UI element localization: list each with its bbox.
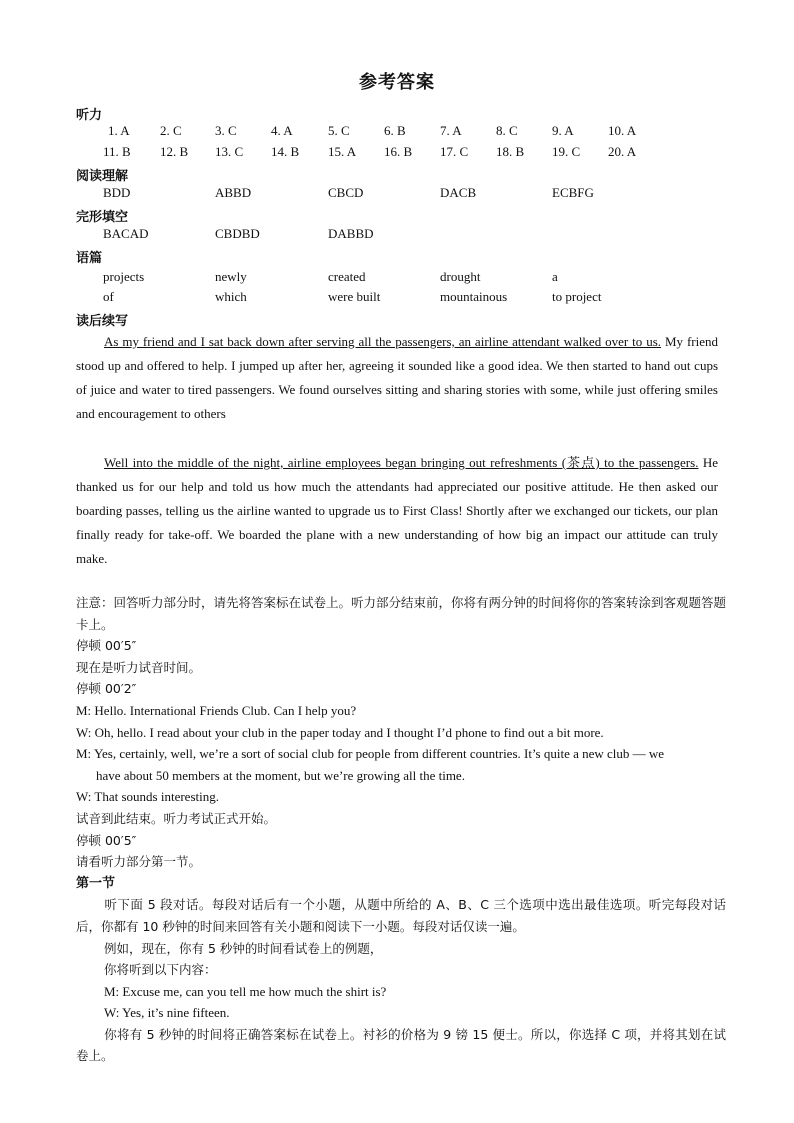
section-heading: 第一节 [76,875,116,891]
answer-item: CBDBD [215,226,260,241]
grammar-heading: 语篇 [76,251,103,266]
answer-item: 11. B [103,144,131,159]
writing-paragraph-1 [76,330,718,426]
answer-item: 18. B [496,144,525,159]
answer-item: 2. C [160,123,182,138]
answer-item: ECBFG [552,185,594,200]
answer-item: BACAD [103,226,149,241]
listening-heading: 听力 [76,108,103,123]
answer-item: 19. C [552,144,581,159]
example-text: 例如，现在，你有 5 秒钟的时间看试卷上的例题， [104,940,383,956]
answer-item: BDD [103,185,131,200]
answer-explanation-body: 你将有 5 秒钟的时间将正确答案标在试卷上。衬衫的价格为 9 镑 15 便士。所以，你选择 C 项，并将其划在试卷上。 [76,1026,726,1064]
pause-text: 停顿 00′5″ [76,638,137,654]
end-test-text: 试音到此结束。听力考试正式开始。 [76,810,277,826]
dialogue-line: M: Excuse me, can you tell me how much the shirt is? [104,983,387,999]
will-hear-text: 你将听到以下内容： [104,962,217,978]
dialogue-line: have about 50 members at the moment, but we’re growing all the time. [96,767,465,783]
answer-item: 12. B [160,144,189,159]
answer-item: ABBD [215,185,252,200]
answer-item: DACB [440,185,477,200]
dialogue-line: W: Yes, it’s nine fifteen. [104,1005,230,1021]
answer-item: 5. C [328,123,350,138]
dialogue-line: W: That sounds interesting. [76,789,219,805]
answer-item: 16. B [384,144,413,159]
answer-item: newly [215,269,247,284]
answer-item: 7. A [440,123,462,138]
answer-item: 17. C [440,144,469,159]
page-title: 参考答案 [359,72,435,93]
answer-item: 9. A [552,123,574,138]
answer-item: 1. A [108,123,130,138]
paragraph-body: My friend stood up and offered to help. I jumped up after her, agreeing it sounded like a good idea. We then started to hand out cups of juice and water to tired passengers. We found ourselves sitting and sharing stories with some, while just offering smiles and encouragement to others [76,334,718,421]
answer-item: projects [103,269,145,284]
paragraph-opening-sentence: As my friend and I sat back down after serving all the passengers, an airline attendant walked over to us. [104,334,662,349]
test-time-text: 现在是听力试音时间。 [76,659,202,675]
answer-explanation [76,1024,726,1067]
answer-item: 10. A [608,123,637,138]
note-text: 注意：回答听力部分时，请先将答案标在试卷上。听力部分结束前，你将有两分钟的时间将你的答案转涂到客观题答题卡上。 [76,595,727,632]
dialogue-line: M: Yes, certainly, well, we’re a sort of social club for people from different countries. It’s quite a new club — we [76,746,665,762]
answer-item: to project [552,289,602,304]
answer-item: 13. C [215,144,244,159]
answer-item: 8. C [496,123,518,138]
instruction-text [76,894,726,937]
answer-item: of [103,289,114,304]
answer-item: which [215,289,247,304]
answer-item: 20. A [608,144,637,159]
answer-item: created [328,269,366,284]
answer-item: 3. C [215,123,237,138]
dialogue-line: W: Oh, hello. I read about your club in the paper today and I thought I’d phone to find out a bit more. [76,724,604,740]
paragraph-opening-sentence: Well into the middle of the night, airline employees began bringing out refreshments (茶点) to the passengers. [104,455,699,470]
answer-item: were built [328,289,381,304]
pause-text: 停顿 00′5″ [76,832,137,848]
answer-item: mountainous [440,289,508,304]
answer-item: 4. A [271,123,293,138]
answer-item: 6. B [384,123,406,138]
answer-item: 14. B [271,144,300,159]
pause-text: 停顿 00′2″ [76,681,137,697]
answer-item: drought [440,269,481,284]
answer-item: 15. A [328,144,357,159]
answer-item: DABBD [328,226,374,241]
instruction-body: 听下面 5 段对话。每段对话后有一个小题，从题中所给的 A、B、C 三个选项中选出最佳选项。听完每段对话后，你都有 10 秒钟的时间来回答有关小题和阅读下一小题。每段对话仅读一遍。 [76,897,726,934]
reading-heading: 阅读理解 [76,169,129,184]
listening-script [76,592,726,1067]
writing-heading: 读后续写 [76,314,129,329]
paragraph-body: He thanked us for our help and told us how much the attendants had appreciated our positive attitude. He then asked our boarding passes, telling us the airline wanted to upgrade us to First Class! Shortly after we exchanged our tickets, our plan finally ready for take-off. We boarded the plane with a new understanding of how big an impact our attitude can truly make. [76,455,718,566]
answer-item: a [552,269,558,284]
cloze-heading: 完形填空 [76,210,129,225]
writing-paragraph-2 [76,451,718,571]
answer-item: CBCD [328,185,364,200]
see-part-text: 请看听力部分第一节。 [76,854,202,870]
dialogue-line: M: Hello. International Friends Club. Can I help you? [76,702,357,718]
